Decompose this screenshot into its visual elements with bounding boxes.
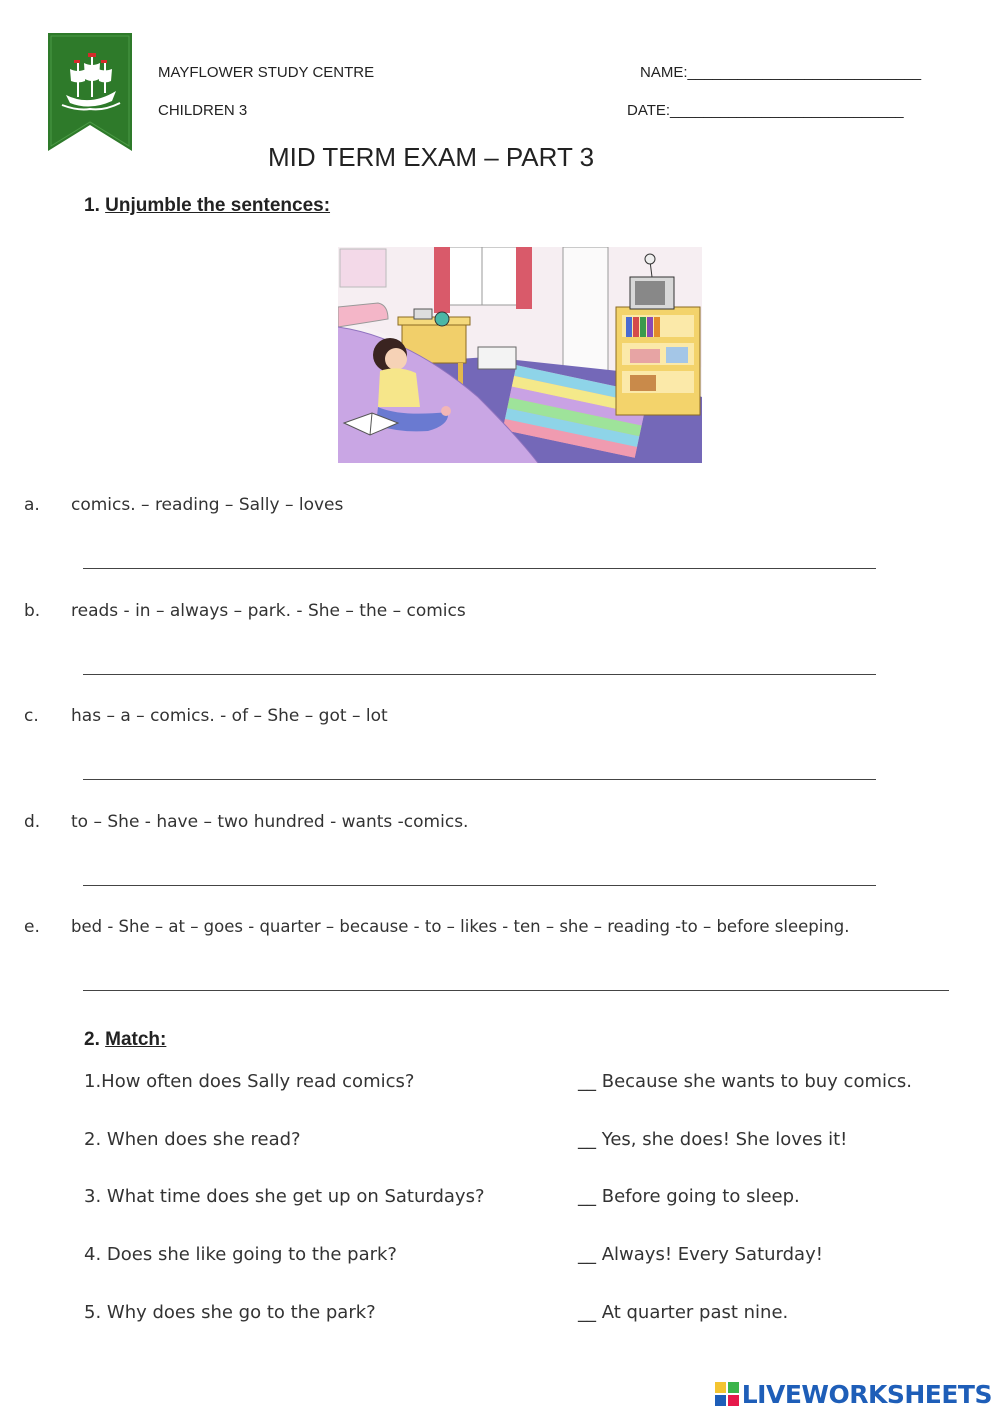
school-logo	[48, 33, 132, 153]
match-question-5: 5. Why does she go to the park?	[84, 1302, 376, 1323]
match-question-4: 4. Does she like going to the park?	[84, 1244, 397, 1265]
page-title: MID TERM EXAM – PART 3	[268, 142, 595, 172]
item-d-scrambled: to – She - have – two hundred - wants -comics.	[71, 812, 469, 832]
item-c-answer-line[interactable]	[83, 779, 876, 780]
item-a-scrambled: comics. – reading – Sally – loves	[71, 495, 344, 515]
match-answer-5[interactable]: __ At quarter past nine.	[578, 1302, 789, 1323]
item-c-scrambled: has – a – comics. - of – She – got – lot	[71, 706, 388, 726]
section2-heading	[84, 1029, 166, 1051]
liveworksheets-footer	[714, 1378, 992, 1410]
section1-number: 1.	[84, 195, 100, 216]
section1-title: Unjumble the sentences:	[105, 195, 331, 216]
bedroom-girl-reading-illustration	[338, 247, 702, 463]
item-a-answer-line[interactable]	[83, 568, 876, 569]
item-b-letter: b.	[24, 601, 41, 621]
match-question-3: 3. What time does she get up on Saturdays?	[84, 1186, 485, 1207]
section2-title: Match:	[105, 1029, 167, 1050]
match-question-2: 2. When does she read?	[84, 1129, 301, 1150]
match-answer-4[interactable]: __ Always! Every Saturday!	[578, 1244, 823, 1265]
date-field[interactable]: DATE:____________________________	[627, 102, 904, 119]
match-answer-2[interactable]: __ Yes, she does! She loves it!	[578, 1129, 848, 1150]
section2-number: 2.	[84, 1029, 100, 1050]
item-a-letter: a.	[24, 495, 40, 515]
class-level: CHILDREN 3	[158, 102, 248, 119]
item-e-scrambled: bed - She – at – goes - quarter – because - to – likes - ten – she – reading -to – before sleeping.	[71, 917, 850, 936]
item-b-answer-line[interactable]	[83, 674, 876, 675]
school-name: MAYFLOWER STUDY CENTRE	[158, 64, 375, 81]
item-e-answer-line[interactable]	[83, 990, 949, 991]
item-c-letter: c.	[24, 706, 39, 726]
item-d-answer-line[interactable]	[83, 885, 876, 886]
item-e-letter: e.	[24, 917, 40, 937]
match-answer-1[interactable]: __ Because she wants to buy comics.	[578, 1071, 912, 1092]
item-d-letter: d.	[24, 812, 41, 832]
mayflower-ship-icon	[48, 33, 132, 153]
name-field[interactable]: NAME:____________________________	[640, 64, 922, 81]
item-b-scrambled: reads - in – always – park. - She – the – comics	[71, 601, 466, 621]
liveworksheets-brand[interactable]: LIVEWORKSHEETS	[741, 1379, 992, 1409]
match-answer-3[interactable]: __ Before going to sleep.	[578, 1186, 800, 1207]
match-question-1: 1.How often does Sally read comics?	[84, 1071, 415, 1092]
liveworksheets-logo-icon	[714, 1381, 740, 1407]
section1-heading	[84, 195, 330, 217]
